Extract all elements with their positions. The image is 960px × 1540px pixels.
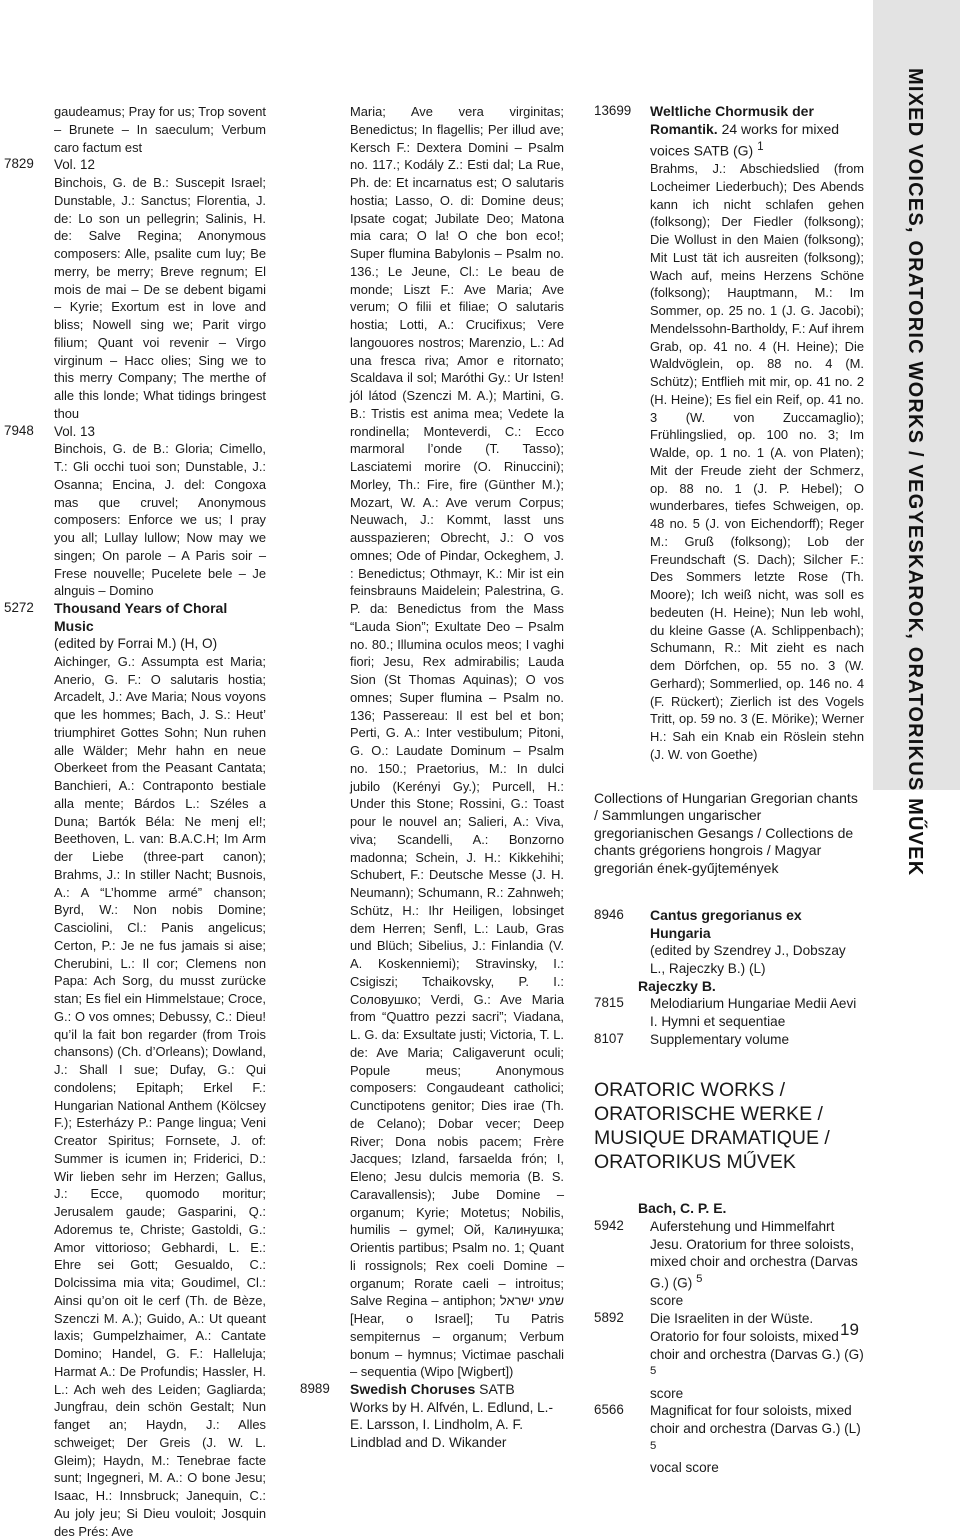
entry-7815 (594, 995, 864, 1031)
entry-contents: Binchois, G. de B.: Suscepit Israel; Dunstable, J.: Sanctus; Florentia, J. de: Lo son un pellegrin; Salinis, H. de: Salve Regina; Anonymous composers: Alle, psalite cum luy; Be merry, be merry; Breve regnum; El mois de mai – De se debent bigami – Kyrie; Exortum est in love and bliss; Nowell sing we; Parit virgo filium; Quant voi revenir – Virgo virginum – Hacc olies; Sing we to this merry Company; The merthe of alle this londe; What tidings bringest thou (54, 175, 266, 421)
catalog-number: 7829 (4, 156, 34, 172)
footnote-mark: 5 (696, 1273, 703, 1286)
entry-title: Cantus gregorianus ex Hungaria (650, 907, 802, 941)
footnote-mark: 5 (650, 1439, 657, 1452)
entry-title: Melodiarium Hungariae Medii Aevi I. Hymni et sequentiae (650, 996, 857, 1029)
entry-title: Supplementary volume (650, 1031, 790, 1047)
catalog-number: 8989 (300, 1381, 330, 1396)
entry-5272 (4, 600, 266, 653)
entry-8989 (300, 1381, 564, 1452)
entry-format: score (650, 1293, 684, 1309)
entry-contents: Brahms, J.: Abschiedslied (from Locheimer Liederbuch); Des Abends kann ich nicht schlafen gehen (folksong); Der Fiedler (folksong); Die Wollust in den Maien (folksong); Mit Lust tät ich ausreiten (folksong); Wach auf, meins Herzens Schöne (folksong); Hauptmann, M.: Im Sommer, op. 25 no. 1 (J. G. Jacobi); Mendelssohn-Bartholdy, F.: Auf ihrem Grab, op. 41 no. 4 (H. Heine); Die Waldvöglein, op. 88 no. 4 (M. Schütz); Entflieh mit mir, op. 41 no. 2 (H. Heine); Es fiel ein Reif, op. 41 no. 3 (W. von Zuccamaglio); Frühlingslied, op. 100 no. 3; Im Walde, op. 1 no. 1 (A. von Platen); Mit der Freude zieht der Schmerz, op. 88 no. 1 (J. P. Hebel); O wunderbares, tiefes Schweigen, op. 48 no. 5 (J. von Eichendorff); Reger M.: Gruß (folksong); Lob der Freundschaft (S. Dach); Silcher F.: Des Sommers letzte Rose (Th. Moore); Ich weiß nicht, was soll es bedeuten (H. Heine); Nun leb wohl, du kleine Gasse (A. Schlippenbach); Schumann, R.: Mit zieht es nach dem Dörfchen, op. 55 no. 3 (W. Gerhard); Sommerlied, op. 146 no. 4 (F. Rückert); Zierlich ist des Vogels Tritt, op. 59 no. 3 (E. Mörike); Werner H.: Sah ein Knab ein Röslein stehn (J. W. von Goethe) (650, 161, 864, 762)
catalog-number: 5272 (4, 600, 34, 615)
entry-6566 (594, 1402, 864, 1477)
gregorian-section-heading: Collections of Hungarian Gregorian chants / Sammlungen ungarischer gregorianischen Gesangs / Collections de chants grégoriens hongrois / Magyar gregorián ének-gyűjtemények (594, 789, 858, 876)
footnote-mark: 1 (757, 140, 764, 153)
catalog-number: 5942 (594, 1217, 624, 1233)
entry-8107 (594, 1031, 864, 1049)
entry-title: Thousand Years of Choral Music (54, 600, 228, 634)
oratoric-section-heading: ORATORIC WORKS / ORATORISCHE WERKE / MUSIQUE DRAMATIQUE / ORATORIKUS MŰVEK (594, 1079, 830, 1174)
catalog-number: 7815 (594, 995, 624, 1011)
entry-title: Vol. 13 (54, 423, 95, 439)
continued-text: gaudeamus; Pray for us; Trop sovent – Brunete – In saeculum; Verbum caro factum est (54, 104, 266, 155)
entry-13699 (594, 103, 864, 160)
catalog-number: 5892 (594, 1310, 624, 1326)
entry-7948 (4, 423, 266, 441)
composer-heading: Bach, C. P. E. (638, 1200, 727, 1217)
catalog-number: 13699 (594, 103, 632, 118)
composer-heading: Rajeczky B. (638, 977, 716, 994)
entry-title: Swedish Choruses (350, 1381, 476, 1397)
catalog-number: 6566 (594, 1402, 624, 1418)
column-2 (300, 103, 564, 1452)
catalog-number: 8946 (594, 907, 624, 923)
entry-5892 (594, 1310, 864, 1402)
entry-contents: Works by H. Alfvén, L. Edlund, L.-E. Larsson, I. Lindholm, A. F. Lindblad and D. Wikander (350, 1399, 553, 1450)
entry-title: Die Israeliten in der Wüste. Oratorio for four soloists, mixed choir and orchestra (Darvas G.) (G) (650, 1311, 864, 1362)
entry-voicing: SATB (475, 1381, 515, 1397)
entry-7829 (4, 156, 266, 174)
entry-contents: Aichinger, G.: Assumpta est Maria; Anerio, G. F.: O salutaris hostia; Arcadelt, J.: Ave Maria; Nous voyons que les hommes; Bach, J. S.: Heut’ triumphiret Gottes Sohn; Nun ruhen alle Wälder; Mehr hahn en neue Oberkeet from the Peasant Cantata; Banchieri, A.: Contraponto bestiale alla mente; Bárdos L.: Széles a Duna; Bartók Béla: Ne menj el!; Beethoven, L. van: B.A.C.H; Im Arm der Liebe (three-part canon); Brahms, J.: In stiller Nacht; Busnois, A.: A “L’homme armé” chanson; Byrd, W.: Non nobis Domine; Casciolini, Cl.: Panis angelicus; Certon, P.: Je ne fus jamais si aise; Cherubini, L.: Il cor; Clemens non Papa: Ach Sorg, du musst zurücke stan; Es fiel ein Himmelstaue; Croce, G.: O vos omnes; Debussy, C.: Dieu! qu’il la fait bon regarder (from Trois chansons) (Ch. d’Orleans); Dowland, J.: Shall I sue; Dufay, G.: Qui condolens; Epitaph; Erkel F.: Hungarian National Anthem (Kölcsey F.); Esterházy P.: Pange lingua; Veni Creator Spiritus; Fornsete, J. of: Summer is icumen in; Friderici, D.: Wir lieben sehr im Herzen; Gallus, J.: Ecce, quomodo moritur; Jerusalem gaude; Gasparini, Q.: Adoremus te, Christe; Gastoldi, G.: Amor vittorioso; Gebhardi, L. E.: Ehre sei Gott; Gesualdo, C.: Dolcissima mia vita; Goudimel, Cl.: Ainsi qu’on oit le cerf (Th. de Bèze, Szenczi M. A.); Guido, A.: Ut queant laxis; Gumpelzhaimer, A.: Cantate Domino; Handel, G. F.: Halleluja; Harmat A.: De Profundis; Hassler, H. L.: Ach weh des Leiden; Gagliarda; Jungfrau, dein schön Gestalt; Nun fanget an; Haydn, J.: Alles schweiget; Der Greis (J. W. L. Gleim); Haydn, M.: Tenebrae facte sunt; Ingegneri, M. A.: O bone Jesu; Isaac, H.: Innsbruck; Janequin, C.: Au joly jeu; Si Dieu vouloit; Josquin des Prés: Ave (54, 653, 266, 1539)
entry-title: Auferstehung und Himmelfahrt Jesu. Oratorium for three soloists, mixed choir and orchestra (Darvas G.) (G) (650, 1218, 858, 1291)
column-3 (594, 103, 864, 1477)
entry-title: Magnificat for four soloists, mixed choir and orchestra (Darvas G.) (L) (650, 1403, 861, 1437)
entry-title: Vol. 12 (54, 157, 95, 173)
entry-5942 (594, 1218, 864, 1310)
footnote-mark: 5 (650, 1365, 657, 1378)
sidebar-title: MIXED VOICES, ORATORIC WORKS / VEGYESKAROK, ORATORIKUS MŰVEK (904, 68, 926, 877)
entry-8946 (594, 907, 864, 978)
entry-title-rest: 24 works for mixed voices SATB (G) (650, 120, 840, 159)
continued-text: Maria; Ave vera virginitas; Benedictus; In flagellis; Per illud ave; Kersch F.: Dextera Domini – Psalm no. 117.; Kodály Z.: Esti dal; La Rue, Ph. de: Et incarnatus est; O salutaris hostia; Lasso, O. di: Domine deus; Ipsate cogat; Jubilate Deo; Matona mia cara; O la! O che bon eco!; Super flumina Babylonis – Psalm no. 136.; Le Jeune, Cl.: Le beau de monde; Liszt F.: Ave Maria; Ave verum; O filii et filiae; O salutaris hostia; Lotti, A.: Crucifixus; Vere langouores nostros; Marenzio, L.: Ad una fresca riva; Amor e ritornato; Scaldava il sol; Maróthi Gy.: Ur Isten! jól látod (Szenczi M. A.); Martini, G. B.: Tristis est anima mea; Vedete la rondinella; Monteverdi, C.: Ecco marmoral l’onde (T. Tasso); Lasciatemi morire (O. Rinuccini); Morley, Th.: Fire, fire (Günther M.); Mozart, W. A.: Ave verum Corpus; Neuwach, J.: Kommt, lasst uns ausspazieren; Obrecht, J.: O vos omnes; Ode of Pindar, Ockeghem, J. : Benedictus; Othmayr, K.: Mir ist ein feinsbrauns Maidelein; Palestrina, G. P. da: Benedictus from the Mass “Lauda Sion”; Exultate Deo – Psalm no. 80.; Illumina oculos meos; I vaghi fiori; Jesu, Rex admirabilis; Lauda Sion (St Thomas Aquinas); O vos omnes; Super flumina – Psalm no. 136; Passereau: Il est bel et bon; Perti, G. A.: Inter vestibulum; Pitoni, G. O.: Laudate Dominum – Psalm no. 150.; Praetorius, M.: In dulci jubilo (Kerényi Gy.); Purcell, H.: Under this Stone; Rossini, G.: Toast pour le nouvel an; Salieri, A.: Viva, viva; Scandelli, A.: Bonzorno madonna; Schein, J. H.: Kikkehihi; Schubert, F.: Deutsche Messe (J. H. Neumann); Schumann, R.: Zahnweh; Schütz, H.: Ihr Heiligen, lobsinget dem Herren; Senfl, L.: Laub, Gras und Blüch; Sibelius, J.: Finlandia (V. A. Koskenniemi); Stravinsky, I.: Csigiszi; Tchaikovsky, P. I.: Соловушко; Verdi, G.: Ave Maria from “Quattro pezzi sacri”; Viadana, L. G. da: Exsultate justi; Victoria, T. L. de: Ave Maria; Caligaverunt oculi; Popule meus; Anonymous composers: Congaudeant catholici; Cunctipotens genitor; Dies irae (Th. de Celano); Dobar vecer; Deep River; Dona nobis pacem; Frère Jacques; Izland, farsaelda frón; I, Eleno; Jesu dulcis memoria (B. S. Caravallensis); Jube Domine – organum; Kyrie; Motetus; Nobilis, humilis – gymel; Ой, Калинушка; Orientis partibus; Psalm no. 1; Quant li rossignols; Rex coeli Domine – organum; Rorate caeli – introitus; Salve Regina – antiphon; שמע ישראל [Hear, o Israel]; Tu Patris sempiternus – organum; Verbum bonum – hymnus; Victimae paschali – sequentia (Wipo [Wigbert]) (350, 104, 564, 1380)
page-number: 19 (840, 1320, 859, 1339)
catalog-number: 7948 (4, 422, 34, 438)
entry-title: Weltliche Chormusik der Romantik. (650, 103, 814, 137)
catalog-number: 8107 (594, 1030, 624, 1046)
entry-format: vocal score (650, 1460, 719, 1476)
entry-subtitle: (edited by Forrai M.) (H, O) (54, 636, 218, 651)
entry-subtitle: (edited by Szendrey J., Dobszay L., Rajeczky B.) (L) (650, 943, 846, 976)
entry-format: score (650, 1385, 684, 1401)
entry-contents: Binchois, G. de B.: Gloria; Cimello, T.: Gli occhi tuoi son; Dunstable, J.: Osanna; Encina, J. del: Congoxa mas que cruvel; Anonymous composers: Enforce we us; I pray you all; Lullay lullow; Now may we singen; On parole – A Paris soir – Frese nouvelle; Pucelete bele – Je alnguis – Domino (54, 441, 266, 599)
column-1 (4, 103, 266, 1540)
